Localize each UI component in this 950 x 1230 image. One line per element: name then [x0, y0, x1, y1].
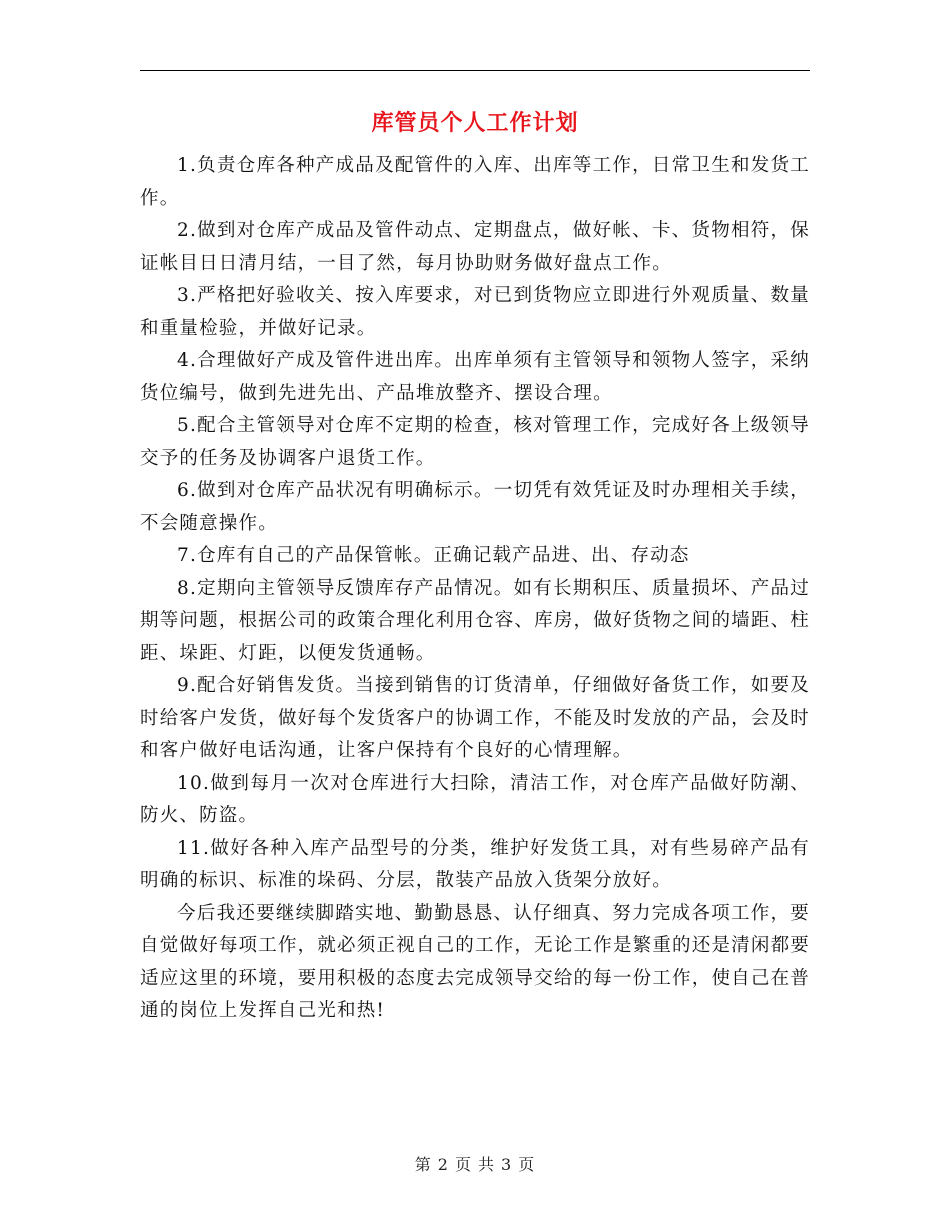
footer-label-page-unit: 页: [454, 1155, 472, 1174]
paragraph-10: 10.做到每月一次对仓库进行大扫除，清洁工作，对仓库产品做好防潮、防火、防盗。: [140, 772, 810, 826]
paragraph-1: 1.负责仓库各种产成品及配管件的入库、出库等工作，日常卫生和发货工作。: [140, 155, 810, 209]
footer-label-total: 共: [478, 1155, 496, 1174]
document-body: [140, 150, 810, 1028]
paragraph-11: 11.做好各种入库产品型号的分类，维护好发货工具，对有些易碎产品有明确的标识、标准的垛码、分层，散装产品放入货架分放好。: [140, 837, 810, 891]
page-footer: [0, 1154, 950, 1176]
footer-total-pages: 3: [501, 1155, 513, 1174]
paragraph-7: 7.仓库有自己的产品保管帐。正确记载产品进、出、存动态: [177, 545, 690, 566]
paragraph-closing: 今后我还要继续脚踏实地、勤勤恳恳、认仔细真、努力完成各项工作，要自觉做好每项工作，就必须正视自己的工作，无论工作是繁重的还是清闲都要适应这里的环境，要用积极的态度去完成领导交给的每一份工作，使自己在普通的岗位上发挥自己光和热!: [140, 902, 810, 1021]
footer-label-total-unit: 页: [518, 1155, 536, 1174]
document-title: 库管员个人工作计划: [371, 111, 579, 136]
paragraph-8: 8.定期向主管领导反馈库存产品情况。如有长期积压、质量损坏、产品过期等问题，根据公司的政策合理化利用仓容、库房，做好货物之间的墙距、柱距、垛距、灯距，以便发货通畅。: [140, 577, 810, 664]
footer-label-page: 第: [414, 1155, 432, 1174]
paragraph-3: 3.严格把好验收关、按入库要求，对已到货物应立即进行外观质量、数量和重量检验，并做好记录。: [140, 285, 810, 339]
paragraph-2: 2.做到对仓库产成品及管件动点、定期盘点，做好帐、卡、货物相符，保证帐目日日清月结，一目了然，每月协助财务做好盘点工作。: [140, 220, 810, 274]
paragraph-9: 9.配合好销售发货。当接到销售的订货清单，仔细做好备货工作，如要及时给客户发货，做好每个发货客户的协调工作，不能及时发放的产品，会及时和客户做好电话沟通，让客户保持有个良好的心情理解。: [140, 675, 810, 761]
footer-current-page: 2: [437, 1155, 449, 1174]
paragraph-6: 6.做到对仓库产品状况有明确标示。一切凭有效凭证及时办理相关手续，不会随意操作。: [140, 480, 810, 534]
header-rule: [140, 70, 810, 71]
paragraph-5: 5.配合主管领导对仓库不定期的检查，核对管理工作，完成好各上级领导交予的任务及协调客户退货工作。: [140, 415, 810, 469]
paragraph-4: 4.合理做好产成及管件进出库。出库单须有主管领导和领物人签字，采纳货位编号，做到先进先出、产品堆放整齐、摆设合理。: [140, 350, 810, 404]
